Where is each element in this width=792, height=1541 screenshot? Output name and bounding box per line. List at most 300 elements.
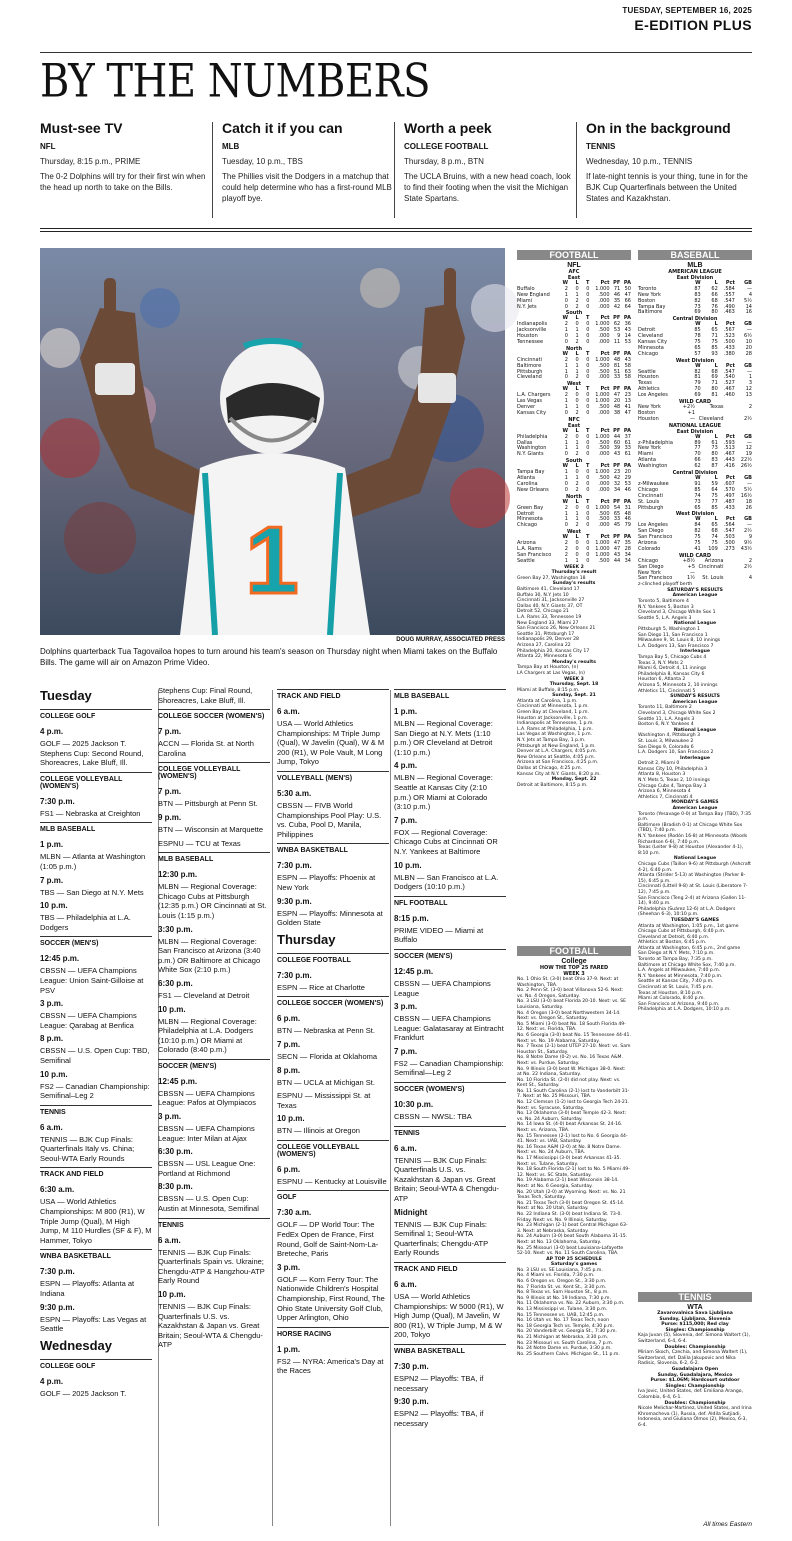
schedule-time: 3 p.m. xyxy=(394,1002,418,1012)
schedule-listing: CBSSN — UEFA Champions League xyxy=(394,978,491,998)
stat-col-head: L xyxy=(714,362,718,369)
team-name: Cleveland xyxy=(517,374,542,381)
team-result: No. 20 Utah (2-0) at Wyoming. Next: vs. No. 21 Texas Tech, Saturday. xyxy=(517,1189,626,1201)
schedule-listing: CBSSN — UEFA Champions League: Inter Milan at Ajax xyxy=(158,1124,255,1143)
standings-note: L.A. Rams 33, Tennessee 19 xyxy=(517,614,582,620)
stat-cell: 0 xyxy=(586,362,590,369)
team-name: New York xyxy=(638,569,661,576)
standings-note: Atlanta at Washington, 1:05 p.m., 1st game xyxy=(638,923,739,929)
standings-note-head: Monday, Sept. 22 xyxy=(551,777,597,783)
standings-note: Toronto 5, Baltimore 4 xyxy=(638,599,689,605)
stat-cell: 85 xyxy=(711,344,718,351)
tennis-section-header: TENNIS xyxy=(638,1292,752,1302)
standings-note: San Diego 9, Colorado 6 xyxy=(638,744,694,750)
schedule-column-1 xyxy=(40,686,152,1402)
stat-col-head: GB xyxy=(744,433,752,440)
stat-col-head: L xyxy=(714,321,718,328)
stat-cell: 68 xyxy=(711,297,718,304)
stat-cell: 74 xyxy=(694,492,701,499)
team-name: Arizona xyxy=(517,540,536,547)
standings-note: Las Vegas at Washington, 1 p.m. xyxy=(517,732,593,738)
stat-cell: +2½ xyxy=(682,404,695,411)
standings-note: Texas 3, N.Y. Mets 2 xyxy=(638,660,684,666)
team-name: St. Louis xyxy=(702,575,724,582)
college-football-header: FOOTBALL xyxy=(517,946,631,956)
stat-cell: 0 xyxy=(575,469,579,476)
standings-note-head: Singles: Championship xyxy=(665,1327,725,1333)
stat-cell: 85 xyxy=(711,504,718,511)
stat-col-head: T xyxy=(585,427,590,434)
division-name: East xyxy=(567,275,581,281)
teaser-tag: NFL xyxy=(40,142,56,151)
stat-cell: 23 xyxy=(613,469,621,476)
schedule-time: 5:30 a.m. xyxy=(277,788,312,798)
stat-col-head: GB xyxy=(744,362,752,369)
standings-note: Chicago Cubs 4, Tampa Bay 3 xyxy=(638,783,707,789)
stat-cell: 43½ xyxy=(740,545,752,552)
stat-cell: 83 xyxy=(694,291,701,298)
stat-col-head: Pct xyxy=(725,475,735,482)
team-name: Kansas City xyxy=(638,339,668,346)
schedule-time: 6:30 p.m. xyxy=(158,978,193,988)
standings-note: Detroit 52, Chicago 21 xyxy=(517,609,569,615)
stat-cell: 71 xyxy=(711,333,718,340)
stat-cell: 58 xyxy=(624,362,631,369)
teaser-time: Thursday, 8 p.m., BTN xyxy=(404,157,484,166)
stat-cell: 0 xyxy=(586,333,590,340)
stat-cell: 75 xyxy=(694,539,701,546)
stat-cell: 65 xyxy=(613,510,621,517)
stat-cell: .547 xyxy=(723,528,735,535)
stat-col-head: GB xyxy=(744,516,752,523)
stat-cell: 0 xyxy=(575,285,579,292)
stat-cell: 53 xyxy=(613,327,621,334)
stat-cell: .527 xyxy=(723,380,735,387)
schedule-time: 3:30 p.m. xyxy=(158,924,193,934)
stat-cell: 2 xyxy=(575,522,579,529)
stat-cell: 1 xyxy=(564,475,568,482)
schedule-listing: ESPNU — TCU at Texas xyxy=(158,838,241,848)
stat-cell: 74 xyxy=(711,534,718,541)
schedule-listing: MLBN — San Francisco at L.A. Dodgers (10:10 p.m.) xyxy=(394,872,499,892)
schedule-time: 3 p.m. xyxy=(158,1112,182,1122)
schedule-sport: TENNIS xyxy=(158,1218,270,1232)
division-table xyxy=(638,476,752,511)
stat-cell: 6½ xyxy=(743,333,752,340)
stat-cell: 43 xyxy=(624,356,631,363)
stat-cell: 0 xyxy=(575,433,579,440)
standings-note: Atlanta 22, Minnesota 6 xyxy=(517,654,572,660)
schedule-listing: CBSSN — UEFA Champions League: Qarabag at Benfica xyxy=(40,1011,137,1030)
stat-cell: 1½ xyxy=(686,575,695,582)
standings-note: San Diego at N.Y. Mets, 7:10 p.m. xyxy=(638,951,715,957)
division-table xyxy=(638,435,752,470)
team-name: z-Milwaukee xyxy=(638,480,669,487)
schedule-sport: COLLEGE SOCCER (WOMEN'S) xyxy=(158,709,270,723)
standings-note: Cleveland at Detroit, 6:40 p.m. xyxy=(638,934,710,940)
schedule-time: 12:45 p.m. xyxy=(40,954,80,964)
division-name: East Division xyxy=(676,275,714,281)
stat-cell: .500 xyxy=(598,327,610,334)
stat-cell: 1 xyxy=(575,327,579,334)
team-result: No. 14 Iowa St. (4-0) beat Arkansas St. 24-16. Next: vs. Arizona, TBA. xyxy=(517,1122,623,1134)
division-name: West Division xyxy=(675,357,715,364)
team-name: Baltimore xyxy=(638,309,663,316)
stat-col-head: Pct xyxy=(600,350,610,357)
standings-note: Philadelphia at L.A. Dodgers, 10:10 p.m. xyxy=(638,1007,731,1013)
team-result: No. 7 Texas (2-1) beat UTEP 27-10. Next: vs. Sam Houston St., Saturday. xyxy=(517,1044,631,1055)
schedule-sport: SOCCER (MEN'S) xyxy=(158,1059,270,1073)
schedule-time: 7 p.m. xyxy=(40,875,64,885)
schedule-time: 6 p.m. xyxy=(277,1164,301,1174)
stat-cell: 84 xyxy=(694,522,701,529)
section-rule xyxy=(40,231,752,232)
stat-col-head: T xyxy=(585,315,590,322)
stat-cell: 58 xyxy=(624,374,631,381)
standings-note-head: Doubles: Championship xyxy=(664,1400,726,1406)
stat-cell: 1 xyxy=(564,368,568,375)
schedule-time: 8:15 p.m. xyxy=(394,913,429,923)
standings-note: Cincinnati at St. Louis, 7:45 p.m. xyxy=(638,985,713,991)
college-football-results xyxy=(517,958,631,1518)
stat-cell: 2 xyxy=(575,451,579,458)
stat-cell: 35 xyxy=(613,297,621,304)
stat-cell: .513 xyxy=(723,445,735,452)
conference-name: AFC xyxy=(568,269,580,275)
standings-note-head: Interleague xyxy=(679,755,711,761)
schedule-time: 6:30 a.m. xyxy=(40,1185,75,1195)
team-name: Baltimore xyxy=(517,362,542,369)
stat-col-head: L xyxy=(714,433,718,440)
game-listing: No. 20 Vanderbilt vs. Georgia St., 7:30 p.m. xyxy=(517,1329,617,1335)
schedule-sport: TRACK AND FIELD xyxy=(40,1167,152,1181)
standings-note: Houston at Jacksonville, 1 p.m. xyxy=(517,715,589,721)
stat-cell: 1 xyxy=(564,557,568,564)
stat-cell: 1 xyxy=(564,398,568,405)
stat-cell: 64 xyxy=(624,303,631,310)
stat-cell: 2 xyxy=(564,433,568,440)
stat-col-head: Pct xyxy=(600,427,610,434)
standings-note: Texas (Leiter 9-8) at Houston (Alexander 4-1), 8:10 p.m. xyxy=(638,845,744,856)
stat-cell: 66 xyxy=(624,297,631,304)
stat-col-head: T xyxy=(585,463,590,470)
stat-cell: .547 xyxy=(723,297,735,304)
team-name: Boston xyxy=(638,297,656,304)
stat-cell: 81 xyxy=(613,362,621,369)
division-name: West xyxy=(566,529,582,536)
stat-cell: 19 xyxy=(745,451,752,458)
standings-note: St. Louis 3, Milwaukee 2 xyxy=(638,738,694,744)
stat-col-head: PF xyxy=(613,315,621,322)
team-name: New York xyxy=(638,404,661,411)
schedule-time: 10 p.m. xyxy=(277,1114,305,1124)
stat-cell: .000 xyxy=(598,339,610,346)
standings-note: N.Y. Yankees (Rodón 16-8) at Minnesota (Woods Richardson 6-6), 7:40 p.m. xyxy=(638,834,748,845)
stat-col-head: T xyxy=(585,498,590,505)
stat-col-head: W xyxy=(562,498,568,505)
stat-cell: 2 xyxy=(575,339,579,346)
schedule-time: 3 p.m. xyxy=(40,999,64,1009)
stat-cell: 75 xyxy=(711,492,718,499)
stat-cell: .540 xyxy=(723,374,735,381)
schedule-sport: COLLEGE GOLF xyxy=(40,1359,152,1373)
stat-cell: 16½ xyxy=(740,492,752,499)
stat-cell: 2 xyxy=(575,374,579,381)
stat-cell: 1 xyxy=(575,510,579,517)
stat-col-head: L xyxy=(714,516,718,523)
team-result: No. 5 Miami (3-0) beat No. 18 South Florida 49-12. Next: vs. Florida, TBA. xyxy=(517,1021,626,1033)
standings-note: Toronto 11, Baltimore 2 xyxy=(638,705,692,711)
schedule-sport: SOCCER (MEN'S) xyxy=(394,949,506,963)
division-table xyxy=(517,316,631,345)
stat-cell: 20 xyxy=(624,469,631,476)
stat-cell: 46 xyxy=(613,291,621,298)
stat-col-head: GB xyxy=(744,280,752,286)
stat-cell: .000 xyxy=(598,303,610,310)
schedule-day: Tuesday xyxy=(40,688,92,703)
stat-cell: 79 xyxy=(694,380,701,387)
standings-note-head: Sunday's results xyxy=(552,581,596,587)
stat-cell: 1 xyxy=(564,327,568,334)
team-name: Miami xyxy=(638,451,654,458)
stat-col-head: L xyxy=(575,463,579,470)
stat-cell: 14 xyxy=(624,333,631,340)
stat-cell: 2 xyxy=(564,285,568,292)
stat-cell: .584 xyxy=(723,285,735,292)
standings-note: Cleveland 3, Chicago White Sox 2 xyxy=(638,710,716,716)
standings-note: Nicole Melichar-Martinez, United States, and Irina Khromacheva (1), Russia, def. Aldila Sutjiadi, Indonesia, and Giuliana Olmos (2), Mexico, 6-3, 6-4. xyxy=(638,1406,752,1428)
division-name: South xyxy=(565,310,583,317)
standings-note-head: MONDAY'S GAMES xyxy=(671,800,719,806)
stat-cell: 87 xyxy=(694,285,701,292)
schedule-sport: COLLEGE VOLLEYBALL (WOMEN'S) xyxy=(158,762,270,783)
schedule-time: 7 p.m. xyxy=(394,1046,418,1056)
stat-cell: 0 xyxy=(586,451,590,458)
stat-cell: 0 xyxy=(586,291,590,298)
stat-cell: 42 xyxy=(613,475,621,482)
stat-col-head: L xyxy=(575,350,579,357)
team-result: No. 23 Michigan (2-1) beat Central Michigan 63-3. Next: at Nebraska, Saturday. xyxy=(517,1223,628,1234)
stat-col-head: W xyxy=(562,315,568,322)
teaser-time: Tuesday, 10 p.m., TBS xyxy=(222,157,303,166)
schedule-time: 4 p.m. xyxy=(40,1376,64,1386)
division-name: East xyxy=(567,422,581,429)
stat-cell: 75 xyxy=(711,539,718,546)
stat-col-head: PA xyxy=(623,498,631,505)
standings-note: Green Bay at Cleveland, 1 p.m. xyxy=(517,710,589,716)
standings-note: Washington 4, Pittsburgh 3 xyxy=(638,733,701,739)
stat-col-head: L xyxy=(575,386,579,393)
standings-note: Miriam Skoch, Czechia, and Simona Waltert (1), Switzerland, def. Dalila Jakupovic and Nika Radisic, Slovenia, 6-2, 6-2. xyxy=(638,1350,748,1367)
stat-col-head: W xyxy=(562,386,568,393)
standings-note: Seattle at Kansas City, 7:40 p.m. xyxy=(638,979,714,985)
schedule-listing: ESPN — Rice at Charlotte xyxy=(277,982,365,992)
team-name: Green Bay xyxy=(517,504,544,511)
division-table xyxy=(517,500,631,529)
stat-cell: — xyxy=(747,327,752,334)
stat-col-head: W xyxy=(562,463,568,470)
stat-cell: 66 xyxy=(694,457,701,464)
stat-cell: 34 xyxy=(613,486,621,493)
schedule-time: 9 p.m. xyxy=(158,812,182,822)
standings-note-head: Sunday, Guadalajara, Mexico xyxy=(657,1372,733,1378)
stat-cell: 48 xyxy=(613,404,621,411)
stat-cell: +1 xyxy=(687,409,695,416)
stat-cell: 0 xyxy=(586,469,590,476)
stat-cell: 33 xyxy=(613,374,621,381)
schedule-sport: TRACK AND FIELD xyxy=(277,689,389,703)
stat-cell: .497 xyxy=(723,492,735,499)
schedule-sport: WNBA BASKETBALL xyxy=(394,1344,506,1358)
stat-cell: 1.000 xyxy=(595,398,610,405)
team-name: Arizona xyxy=(638,539,657,546)
teaser-must-see xyxy=(40,120,212,220)
stat-col-head: L xyxy=(575,498,579,505)
masthead-rule xyxy=(40,52,752,53)
schedule-time: 7:30 p.m. xyxy=(277,861,312,871)
division-name: North xyxy=(565,493,583,500)
stat-cell: 85 xyxy=(694,486,701,493)
stat-cell: 59 xyxy=(711,480,718,487)
team-name: L.A. Chargers xyxy=(517,392,551,399)
stat-cell: 0 xyxy=(564,303,568,310)
schedule-time: 3 p.m. xyxy=(277,1262,301,1272)
game-listing: No. 13 Mississippi vs. Tulane, 3:30 p.m. xyxy=(517,1307,608,1313)
stat-cell: .416 xyxy=(723,463,735,470)
standings-note: Cincinnati 31, Jacksonville 27 xyxy=(517,598,585,604)
stat-col-head: Pct xyxy=(600,534,610,541)
stat-col-head: Pct xyxy=(725,280,735,286)
stat-col-head: T xyxy=(585,350,590,357)
schedule-sport: COLLEGE FOOTBALL xyxy=(277,953,389,967)
standings-note: New Orleans at Seattle, 4:05 p.m. xyxy=(517,754,596,760)
schedule-time: 10 p.m. xyxy=(40,901,68,911)
division-table xyxy=(517,352,631,381)
standings-note-head: American League xyxy=(672,699,718,705)
standings-note: N.Y. Mets 5, Texas 2, 10 innings xyxy=(638,778,710,784)
standings-note: L.A. Dodgers 13, San Francisco 7 xyxy=(638,643,714,649)
standings-note: Indianapolis at Tennessee, 1 p.m. xyxy=(517,721,594,727)
schedule-time: 6 a.m. xyxy=(40,1122,63,1132)
standings-note: Arizona 27, Carolina 22 xyxy=(517,642,571,648)
stat-col-head: L xyxy=(575,315,579,322)
stat-cell: — xyxy=(690,569,695,576)
game-listing: No. 11 Oklahoma vs. No. 22 Auburn, 3:30 p.m. xyxy=(517,1301,625,1307)
team-name: Washington xyxy=(517,445,547,452)
stat-cell: 1 xyxy=(575,362,579,369)
stat-cell: 93 xyxy=(711,350,718,357)
team-result: No. 9 Illinois (3-0) beat W. Michigan 38-0. Next: at No. 22 Indiana, Saturday. xyxy=(517,1066,626,1078)
stat-cell: 81 xyxy=(694,374,701,381)
team-name: Washington xyxy=(638,463,668,470)
tennis-results xyxy=(638,1304,752,1518)
standings-note: Detroit at Baltimore, 8:15 p.m. xyxy=(517,782,588,788)
stat-cell: 1 xyxy=(564,469,568,476)
schedule-sport: TENNIS xyxy=(394,1126,506,1140)
standings-note: Tampa Bay 5, Chicago Cubs 4 xyxy=(638,655,707,661)
schedule-listing: TENNIS — BJK Cup Finals: Quarterfinals Italy vs. China; Seoul-WTA Early Rounds xyxy=(40,1134,135,1163)
team-name: Dallas xyxy=(517,439,533,446)
standings-note-head: Purse: $115,000; Red clay xyxy=(661,1322,729,1328)
stat-cell: .443 xyxy=(723,457,735,464)
team-result: No. 6 Georgia (3-0) beat No. 15 Tennessee 44-41. Next: vs. No. 19 Alabama, Saturday. xyxy=(517,1032,631,1044)
schedule-sport: GOLF xyxy=(277,1190,389,1204)
stat-cell: 1 xyxy=(564,516,568,523)
schedule-listing: USA — World Athletics Championships: W 5000 (R1), W High Jump (Qual), M Javelin, W 800 (R1), W Triple Jump, M & W 200, Tokyo xyxy=(394,1292,504,1340)
division-table xyxy=(638,364,752,399)
stat-cell: 2 xyxy=(564,356,568,363)
stat-cell: 1 xyxy=(575,368,579,375)
stat-cell: +8½ xyxy=(682,557,695,564)
stat-cell: .487 xyxy=(723,498,735,505)
stat-cell: 2 xyxy=(748,404,752,411)
team-name: Chicago xyxy=(638,350,659,357)
stat-cell: 0 xyxy=(586,398,590,405)
stat-cell: 11 xyxy=(613,339,621,346)
schedule-time: 9:30 p.m. xyxy=(277,896,312,906)
standings-note-head: National League xyxy=(673,621,717,627)
team-name: New York xyxy=(638,291,661,298)
stat-col-head: Pct xyxy=(600,463,610,470)
standings-note-head: SATURDAY'S RESULTS xyxy=(667,587,723,593)
standings-note: Pittsburgh 5, Washington 1 xyxy=(638,627,701,633)
game-listing: No. 4 Miami vs. Florida, 7:30 p.m. xyxy=(517,1273,595,1279)
schedule-time: 10 p.m. xyxy=(158,1004,186,1014)
stat-cell: .500 xyxy=(598,516,610,523)
stat-cell: 82 xyxy=(694,368,701,375)
team-name: Pittsburgh xyxy=(638,504,664,511)
teaser-row xyxy=(40,120,752,230)
stat-cell: 13 xyxy=(745,392,752,399)
stat-col-head: W xyxy=(562,280,568,286)
stat-col-head: PA xyxy=(623,280,631,286)
schedule-listing: CBSSN — USL League One: Portland at Richmond xyxy=(158,1159,256,1178)
standings-note: Dallas 40, N.Y. Giants 37, OT xyxy=(517,603,583,609)
division-name: North xyxy=(565,345,583,352)
standings-note-head: National League xyxy=(673,856,717,862)
teaser-head: On in the background xyxy=(586,120,731,136)
stat-col-head: Pct xyxy=(600,315,610,322)
team-name: Detroit xyxy=(638,327,656,334)
schedule-listing: TENNIS — BJK Cup Finals: Semifinal 1; Seoul-WTA Quarterfinals; Chengdu-ATP Early Rounds xyxy=(394,1219,488,1258)
team-name: Minnesota xyxy=(638,344,664,351)
jersey-number: 1 xyxy=(245,507,299,614)
stat-cell: 0 xyxy=(575,392,579,399)
schedule-time: 10 p.m. xyxy=(40,1069,68,1079)
stat-cell: 41 xyxy=(624,404,631,411)
stat-cell: 0 xyxy=(564,333,568,340)
team-name: Cleveland xyxy=(698,415,724,422)
stat-cell: 46 xyxy=(624,486,631,493)
stat-cell: 2 xyxy=(564,551,568,558)
stat-cell: .500 xyxy=(598,404,610,411)
schedule-sport: MLB BASEBALL xyxy=(40,822,152,836)
stat-col-head: W xyxy=(695,280,701,286)
team-result: No. 11 South Carolina (2-1) lost to Vanderbilt 31-7. Next: at No. 25 Missouri, TBA. xyxy=(517,1088,630,1100)
schedule-time: 10 p.m. xyxy=(158,1290,186,1299)
stat-cell: 70 xyxy=(694,386,701,393)
stat-col-head: W xyxy=(695,433,701,440)
stat-col-head: Pct xyxy=(725,516,735,523)
standings-note: Arizona 5, Minnesota 2, 10 innings xyxy=(638,682,718,688)
stat-cell: 69 xyxy=(694,309,701,316)
team-name: Los Angeles xyxy=(638,392,668,399)
schedule-listing: BTN — Wisconsin at Marquette xyxy=(158,824,264,834)
teaser-divider xyxy=(394,122,395,218)
teaser-time: Thursday, 8:15 p.m., PRIME xyxy=(40,157,141,166)
stat-cell: 0 xyxy=(586,504,590,511)
schedule-time: 7 p.m. xyxy=(158,727,182,737)
